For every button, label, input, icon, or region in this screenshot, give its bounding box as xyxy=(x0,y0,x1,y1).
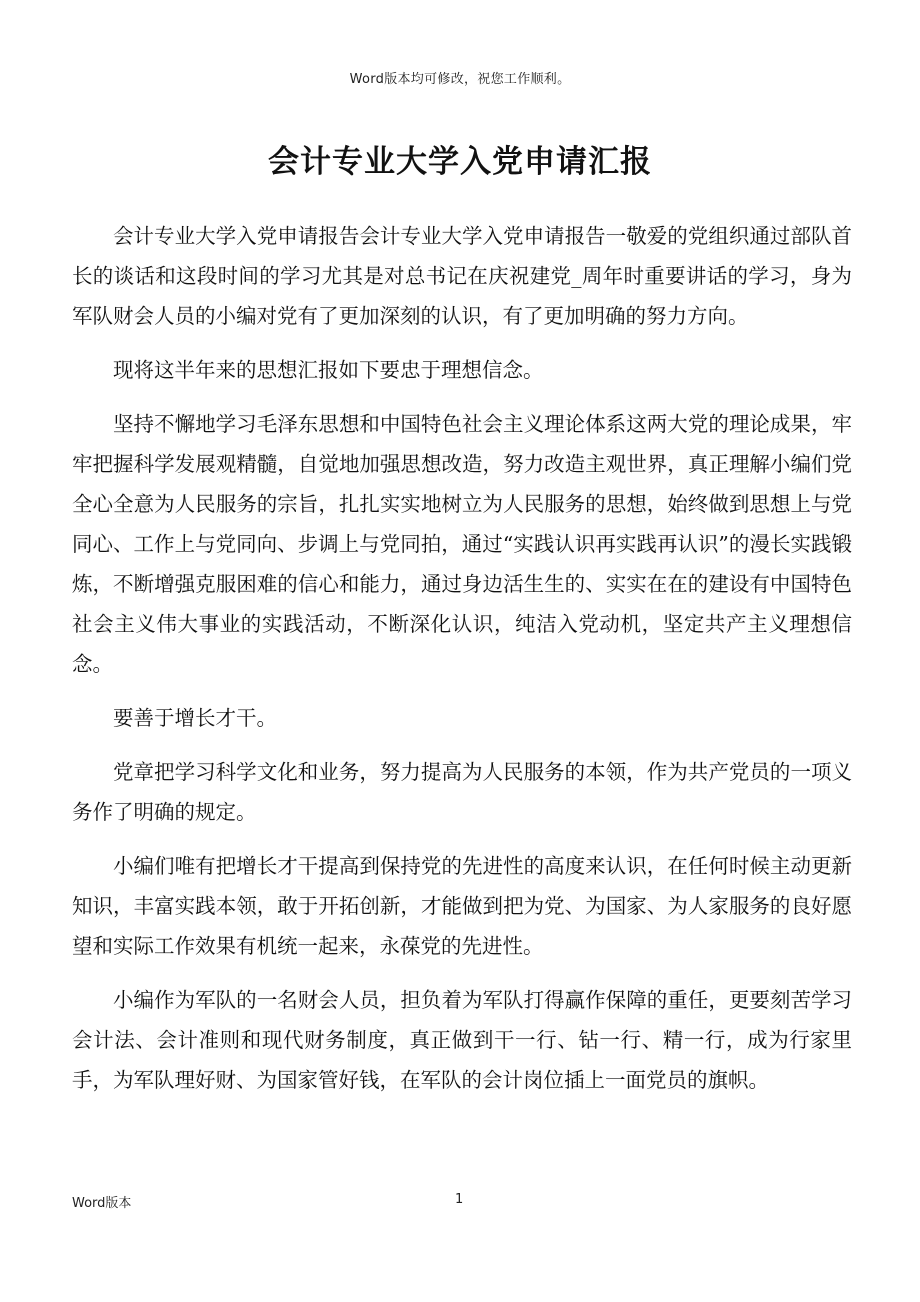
paragraph: 要善于增长才干。 xyxy=(113,706,277,730)
page-number: 1 xyxy=(455,1192,464,1207)
paragraph: 小编们唯有把增长才干提高到保持党的先进性的高度来认识，在任何时候主动更新知识，丰富实践本领，敢于开拓创新，才能做到把为党、为国家、为人家服务的良好愿望和实际工作效果有机统一起来，永葆党的先进性。 xyxy=(72,854,852,958)
document-title: 会计专业大学入党申请汇报 xyxy=(268,144,652,180)
paragraph: 现将这半年来的思想汇报如下要忠于理想信念。 xyxy=(113,358,544,382)
header-note: Word版本均可修改，祝您工作顺利。 xyxy=(349,72,571,87)
paragraph: 坚持不懈地学习毛泽东思想和中国特色社会主义理论体系这两大党的理论成果，牢牢把握科学发展观精髓，自觉地加强思想改造，努力改造主观世界，真正理解小编们党全心全意为人民服务的宗旨，扎扎实实地树立为人民服务的思想，始终做到思想上与党同心、工作上与党同向、步调上与党同拍，通过“实践认识再实践再认识”的漫长实践锻炼，不断增强克服困难的信心和能力，通过身边活生生的、实实在在的建设有中国特色社会主义伟大事业的实践活动，不断深化认识，纯洁入党动机，坚定共产主义理想信念。 xyxy=(72,412,852,676)
footer-label: Word版本 xyxy=(72,1196,132,1211)
paragraph: 小编作为军队的一名财会人员，担负着为军队打得赢作保障的重任，更要刻苦学习会计法、会计准则和现代财务制度，真正做到干一行、钻一行、精一行，成为行家里手，为军队理好财、为国家管好钱，在军队的会计岗位插上一面党员的旗帜。 xyxy=(72,988,852,1092)
paragraph: 党章把学习科学文化和业务，努力提高为人民服务的本领，作为共产党员的一项义务作了明确的规定。 xyxy=(72,760,852,824)
paragraph: 会计专业大学入党申请报告会计专业大学入党申请报告一敬爱的党组织通过部队首长的谈话和这段时间的学习尤其是对总书记在庆祝建党_周年时重要讲话的学习，身为军队财会人员的小编对党有了更加深刻的认识，有了更加明确的努力方向。 xyxy=(72,224,852,328)
document-body xyxy=(72,216,852,1114)
